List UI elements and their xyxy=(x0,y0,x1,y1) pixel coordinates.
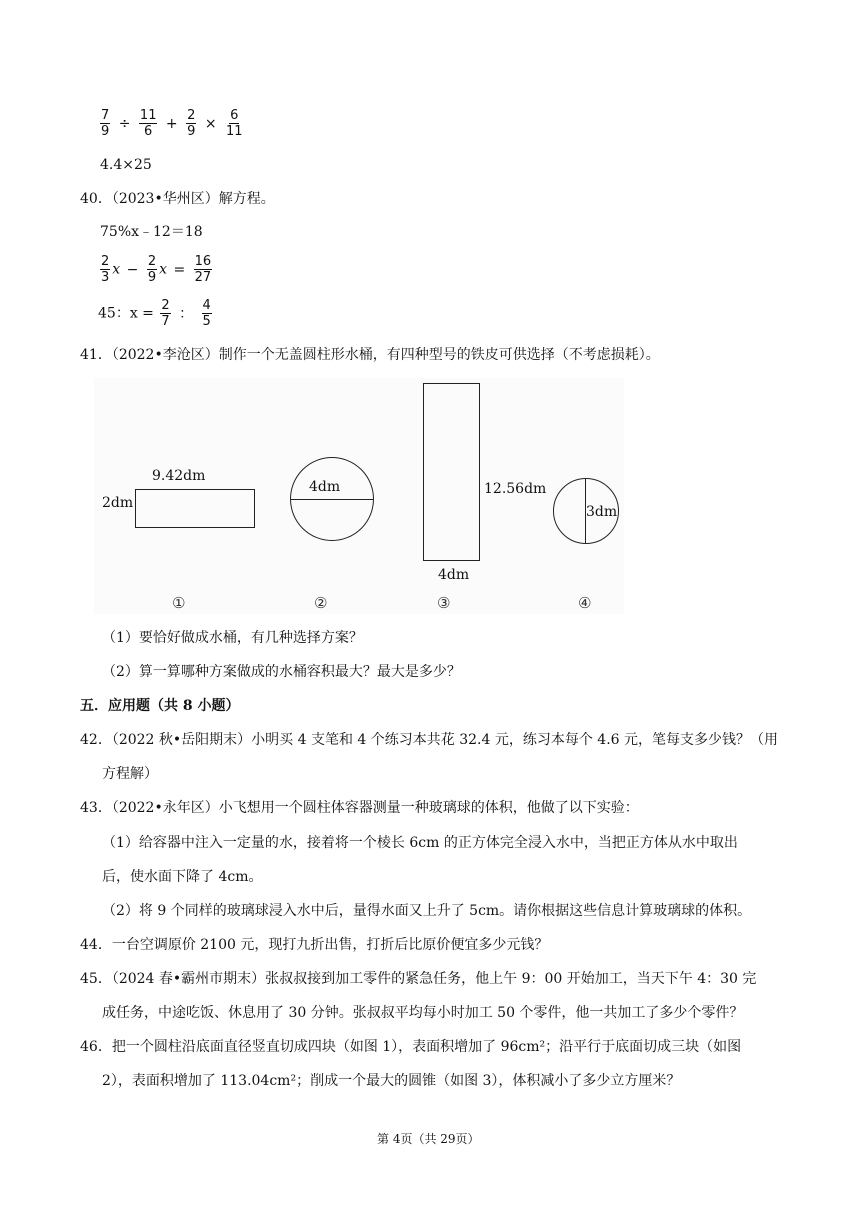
page-footer: 第 4页（共 29页） xyxy=(377,1132,480,1146)
circle-2-diameter xyxy=(291,499,373,500)
fraction: $\frac{2}{9}$ xyxy=(187,108,196,139)
question-41-title: 41．（2022•李沧区）制作一个无盖圆柱形水桶，有四种型号的铁皮可供选择（不考虑损耗）。 xyxy=(80,347,660,363)
question-42-line1: 42．（2022 秋•岳阳期末）小明买 4 支笔和 4 个练习本共花 32.4 元，练习本每个 4.6 元，笔每支多少钱？（用 xyxy=(80,732,779,748)
rect3-width-label: 4dm xyxy=(438,567,470,583)
sheet-figure xyxy=(94,378,624,614)
rect3-height-label: 12.56dm xyxy=(484,481,547,497)
question-46-line1: 46．把一个圆柱沿底面直径竖直切成四块（如图 1），表面积增加了 96cm²；沿平行于底面切成三块（如图 xyxy=(80,1039,742,1055)
fraction: $\frac{7}{9}$ xyxy=(101,108,110,139)
equation-2: $\frac{2}{3}$ x − $\frac{2}{9}$ x = $\frac{16}{27}$ xyxy=(101,254,212,285)
question-45-line2: 成任务，中途吃饭、休息用了 30 分钟。张叔叔平均每小时加工 50 个零件，他一共加工了多少个零件？ xyxy=(102,1005,744,1021)
question-43-line2: （1）给容器中注入一定量的水，接着将一个棱长 6cm 的正方体完全浸入水中，当把正方体从水中取出 xyxy=(102,835,738,851)
equation-1: 75%x﹣12＝18 xyxy=(100,224,203,240)
figure-mark-2: ② xyxy=(314,594,328,612)
question-43-line4: （2）将 9 个同样的玻璃球浸入水中后，量得水面又上升了 5cm。请你根据这些信息计算玻璃球的体积。 xyxy=(102,903,752,919)
question-44: 44．一台空调原价 2100 元，现打九折出售，打折后比原价便宜多少元钱？ xyxy=(80,937,549,953)
expression-multiplication: 4.4×25 xyxy=(100,157,152,173)
rectangle-1 xyxy=(135,489,255,528)
section-heading: 五．应用题（共 8 小题） xyxy=(80,698,240,714)
figure-mark-1: ① xyxy=(172,594,186,612)
question-41-sub2: （2）算一算哪种方案做成的水桶容积最大？最大是多少？ xyxy=(102,664,461,680)
rectangle-3 xyxy=(423,383,480,561)
fraction: $\frac{6}{11}$ xyxy=(226,108,243,139)
question-45-line1: 45．（2024 春•霸州市期末）张叔叔接到加工零件的紧急任务，他上午 9：00 开始加工，当天下午 4：30 完 xyxy=(80,971,757,987)
figure-mark-4: ④ xyxy=(578,594,592,612)
question-43-line3: 后，使水面下降了 4cm。 xyxy=(102,869,263,885)
question-46-line2: 2），表面积增加了 113.04cm²；削成一个最大的圆锥（如图 3），体积减小了多少立方厘米？ xyxy=(102,1073,681,1089)
figure-mark-3: ③ xyxy=(437,594,451,612)
equation-3: 45：x = $\frac{2}{7}$ ： $\frac{4}{5}$ xyxy=(98,298,211,329)
rect1-height-label: 2dm xyxy=(102,495,134,511)
circle4-label: 3dm xyxy=(586,504,618,520)
question-42-line2: 方程解） xyxy=(102,766,158,782)
question-43-line1: 43．（2022•永年区）小飞想用一个圆柱体容器测量一种玻璃球的体积，他做了以下实验： xyxy=(80,800,639,816)
rect1-width-label: 9.42dm xyxy=(152,468,206,484)
circle2-label: 4dm xyxy=(309,479,341,495)
fraction: $\frac{11}{6}$ xyxy=(139,108,157,139)
question-40-title: 40．（2023•华州区）解方程。 xyxy=(80,191,275,207)
expression-fractions: $\frac{7}{9}$ ÷ $\frac{11}{6}$ + $\frac{2}{9}$ × $\frac{6}{11}$ xyxy=(101,108,243,139)
question-41-sub1: （1）要恰好做成水桶，有几种选择方案？ xyxy=(102,630,363,646)
